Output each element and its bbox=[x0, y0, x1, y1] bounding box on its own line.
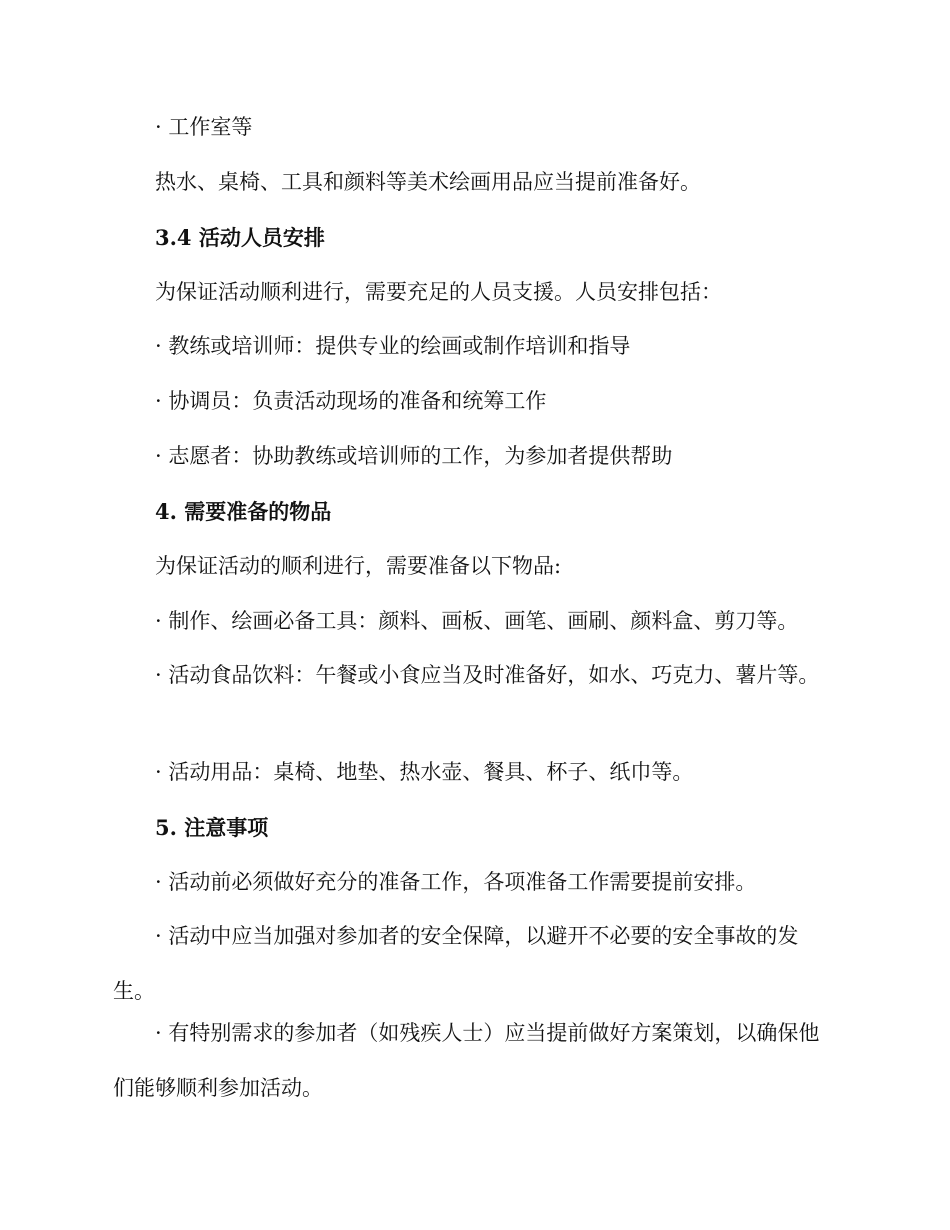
bullet-item: · 活动前必须做好充分的准备工作，各项准备工作需要提前安排。 bbox=[155, 870, 757, 894]
bullet-item: · 志愿者：协助教练或培训师的工作，为参加者提供帮助 bbox=[155, 444, 673, 468]
bullet-item: · 活动食品饮料：午餐或小食应当及时准备好，如水、巧克力、薯片等。 bbox=[155, 663, 820, 687]
bullet-item: · 教练或培训师：提供专业的绘画或制作培训和指导 bbox=[155, 334, 631, 358]
paragraph: 为保证活动顺利进行，需要充足的人员支援。人员安排包括： bbox=[155, 280, 722, 304]
bullet-item: · 活动用品：桌椅、地垫、热水壶、餐具、杯子、纸巾等。 bbox=[155, 760, 694, 784]
bullet-item: · 协调员：负责活动现场的准备和统筹工作 bbox=[155, 389, 547, 413]
bullet-item: · 活动中应当加强对参加者的安全保障，以避开不必要的安全事故的发生。 bbox=[113, 924, 799, 1003]
section-heading: 3.4 活动人员安排 bbox=[155, 225, 325, 250]
paragraph: 为保证活动的顺利进行，需要准备以下物品: bbox=[155, 554, 562, 578]
bullet-item: · 有特别需求的参加者（如残疾人士）应当提前做好方案策划，以确保他们能够顺利参加活动。 bbox=[113, 1021, 820, 1100]
section-heading: 5. 注意事项 bbox=[155, 815, 269, 840]
bullet-item: · 工作室等 bbox=[155, 115, 253, 139]
bullet-item: · 制作、绘画必备工具：颜料、画板、画笔、画刷、颜料盒、剪刀等。 bbox=[155, 609, 799, 633]
section-heading: 4. 需要准备的物品 bbox=[155, 499, 332, 524]
paragraph: 热水、桌椅、工具和颜料等美术绘画用品应当提前准备好。 bbox=[155, 170, 701, 194]
